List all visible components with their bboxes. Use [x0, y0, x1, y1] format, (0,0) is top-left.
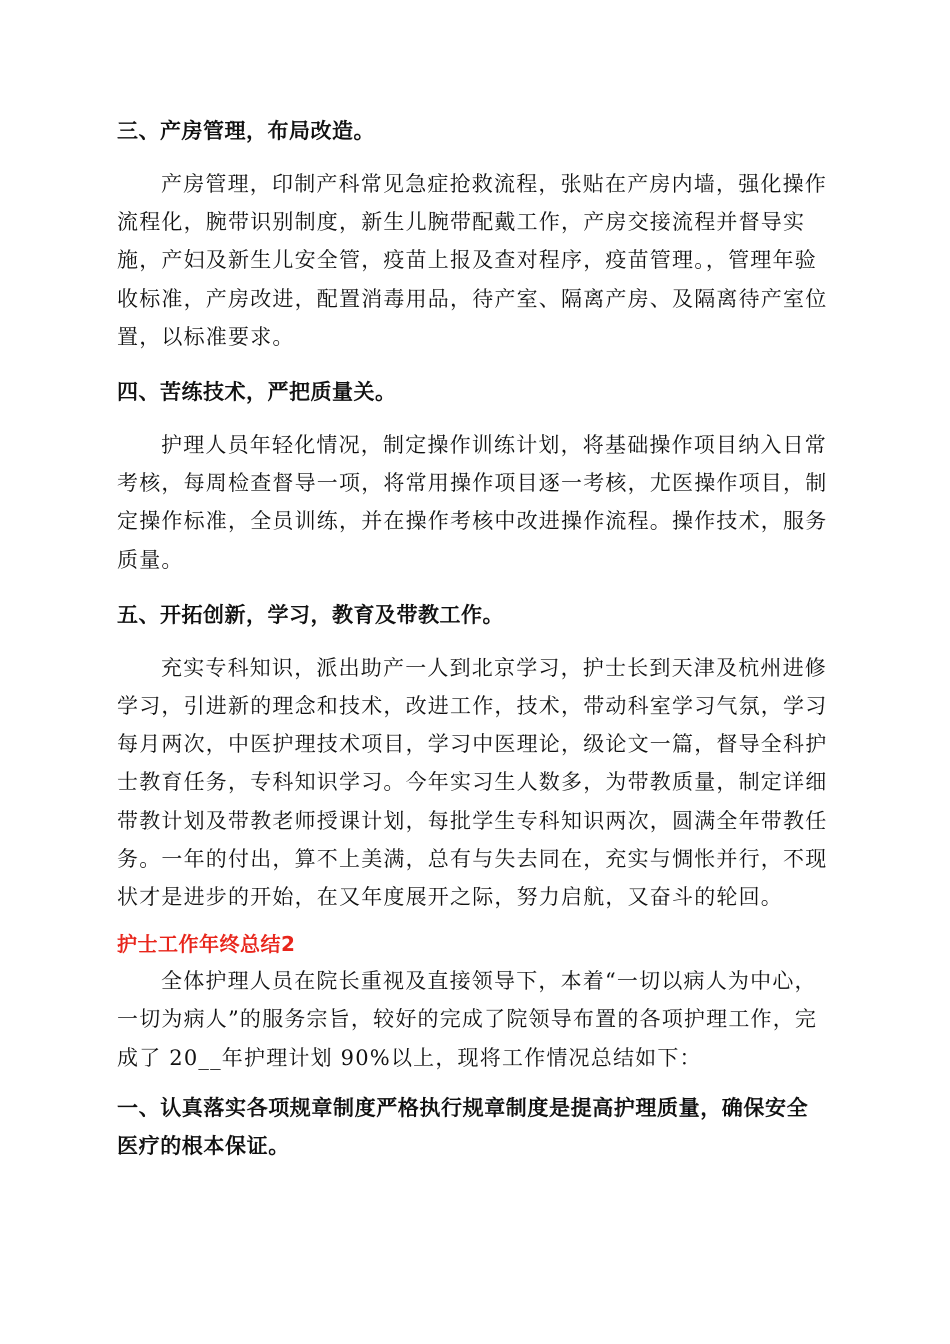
paragraph-line: 流程化，腕带识别制度，新生儿腕带配戴工作，产房交接流程并督导实: [117, 210, 806, 235]
paragraph-line: 质量。: [117, 547, 184, 572]
heading-line: 医疗的根本保证。: [117, 1133, 290, 1158]
paragraph-line: 全体护理人员在院长重视及直接领导下，本着“一切以病人为中心，: [161, 969, 817, 994]
paragraph-line: 置，以标准要求。: [117, 324, 295, 349]
paragraph-line: 士教育任务，专科知识学习。今年实习生人数多，为带教质量，制定详细: [117, 770, 828, 795]
paragraph-line: 学习，引进新的理念和技术，改进工作，技术，带动科室学习气氛，学习: [117, 694, 828, 719]
section-heading-5: 五、开拓创新，学习，教育及带教工作。: [117, 602, 504, 627]
paragraph-line: 护理人员年轻化情况，制定操作训练计划，将基础操作项目纳入日常: [161, 433, 827, 458]
section-heading-3: 三、产房管理，布局改造。: [117, 119, 375, 143]
paragraph-line: 施，产妇及新生儿安全管，疫苗上报及查对程序，疫苗管理。，管理年验: [117, 248, 817, 273]
paragraph-line: 定操作标准，全员训练，并在操作考核中改进操作流程。操作技术，服务: [117, 509, 828, 534]
section-paragraph-3: [117, 165, 833, 356]
heading-line: 一、认真落实各项规章制度严格执行规章制度是提高护理质量，确保安全: [117, 1095, 809, 1120]
article-title: 护士工作年终总结2: [117, 932, 296, 957]
paragraph-line: 产房管理，印制产科常见急症抢救流程，张贴在产房内墙，强化操作: [161, 172, 827, 196]
section-paragraph-5: [117, 649, 833, 916]
paragraph-line: 状才是进步的开始，在又年度展开之际，努力启航，又奋斗的轮回。: [117, 885, 783, 910]
section-paragraph-4: [117, 426, 833, 579]
paragraph-line: 务。一年的付出，算不上美满，总有与失去同在，充实与惆怅并行，不现: [117, 846, 828, 871]
section-heading-4: 四、苦练技术，严把质量关。: [117, 380, 397, 405]
paragraph-line: 成了 20__年护理计划 90%以上，现将工作情况总结如下：: [117, 1045, 702, 1070]
paragraph-line: 收标准，产房改进，配置消毒用品，待产室、隔离产房、及隔离待产室位: [117, 286, 828, 311]
paragraph-line: 带教计划及带教老师授课计划，每批学生专科知识两次，圆满全年带教任: [117, 808, 828, 833]
paragraph-line: 充实专科知识，派出助产一人到北京学习，护士长到天津及杭州进修: [161, 655, 827, 680]
document-body: [117, 112, 833, 1165]
paragraph-line: 每月两次，中医护理技术项目，学习中医理论，级论文一篇，督导全科护: [117, 732, 828, 757]
article-section-heading-1: [117, 1089, 833, 1165]
paragraph-line: 一切为病人”的服务宗旨，较好的完成了院领导布置的各项护理工作，完: [117, 1007, 818, 1032]
article-intro-paragraph: [117, 962, 833, 1077]
paragraph-line: 考核，每周检查督导一项，将常用操作项目逐一考核，尤医操作项目，制: [117, 471, 828, 496]
